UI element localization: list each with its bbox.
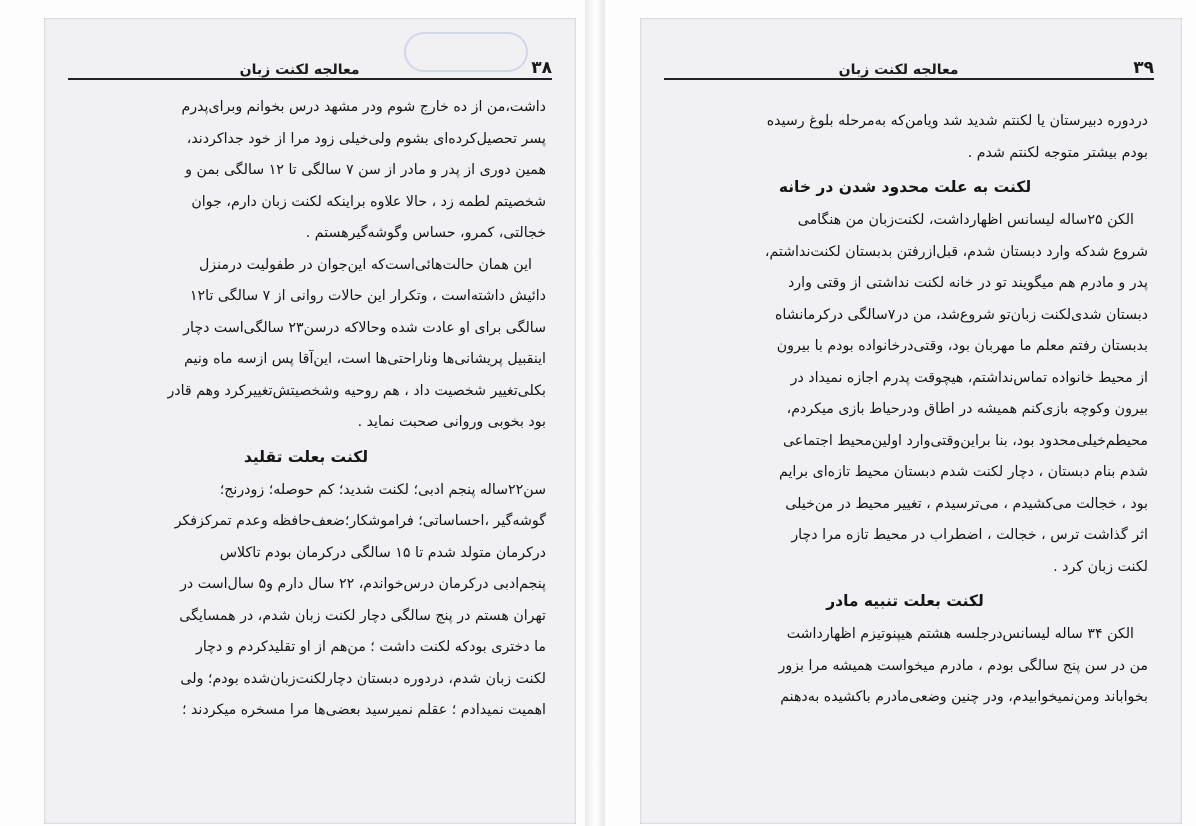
left-page-number: ۳۸ — [531, 58, 552, 78]
left-running-head: معالجه لکنت زبان — [239, 62, 360, 78]
text-line: بودم بیشتر متوجه لکنتم شدم . — [967, 144, 1148, 161]
left-page — [44, 18, 576, 824]
section-heading-mother-punishment: لکنت بعلت تنبیه مادر — [826, 592, 984, 610]
text-line: درکرمان متولد شدم تا ۱۵ سالگی درکرمان بودم تاکلاس — [219, 544, 546, 561]
right-para-a — [662, 106, 1148, 169]
text-line: الکن ۳۴ ساله لیسانس‌درجلسه هشتم هیپنوتیزم اظهارداشت — [786, 626, 1134, 642]
text-line: لکنت زبان کرد . — [1053, 558, 1148, 575]
right-page-header — [664, 54, 1154, 80]
text-line: لکنت زبان شدم، دردوره دبستان دچارلکنت‌زبان‌شده بودم؛ ولی — [180, 670, 546, 687]
text-line: بود بخوبی وروانی صحبت نماید . — [357, 414, 546, 430]
text-line: دائیش داشته‌است ، وتکرار این حالات روانی از ۷ سالگی تا۱۲ — [189, 288, 546, 304]
section-heading-imitation: لکنت بعلت تقلید — [243, 447, 369, 466]
text-line: پسر تحصیل‌کرده‌ای بشوم ولی‌خیلی زود مرا از خود جداکردند، — [186, 130, 546, 147]
right-page-body — [662, 106, 1148, 714]
right-running-head: معالجه لکنت زبان — [838, 62, 959, 78]
book-gutter — [585, 0, 605, 826]
text-line: سالگی برای او عادت شده وحالاکه درسن۲۳ سالگی‌است دچار — [183, 319, 546, 336]
text-line: ما دختری بودکه لکنت داشت ؛ من‌هم از او تقلیدکردم و دچار — [195, 639, 546, 655]
text-line: اهمیت نمیدادم ؛ عقلم نمیرسید بعضی‌ها مرا مسخره میکردند ؛ — [181, 702, 546, 718]
text-line: من در سن پنج سالگی بودم ، مادرم میخواست همیشه مرا بزور — [778, 657, 1148, 674]
text-line: خجالتی، کمرو، حساس وگوشه‌گیرهستم . — [305, 225, 546, 241]
text-line: اینقبیل پریشانی‌ها وناراحتی‌ها است، این‌آقا پس ازسه ماه ونیم — [184, 351, 546, 367]
text-line: بکلی‌تغییر شخصیت داد ، هم روحیه وشخصیتش‌تغییرکرد وهم قادر — [167, 382, 546, 399]
right-page-number: ۳۹ — [1133, 58, 1154, 78]
text-line: گوشه‌گیر ،احساساتی؛ فراموشکار؛ضعف‌حافظه وعدم تمرکزفکر — [174, 513, 546, 529]
text-line: دردوره دبیرستان یا لکنتم شدید شد ویامن‌که به‌مرحله بلوغ رسیده — [766, 113, 1148, 129]
left-para-a — [66, 92, 546, 250]
text-line: شروع شدکه وارد دبستان شدم، قبل‌ازرفتن بدبستان لکنت‌نداشتم، — [764, 243, 1148, 260]
text-line: بیرون وکوچه بازی‌کنم همیشه در اطاق ودرحیاط بازی میکردم، — [786, 401, 1148, 417]
text-line: تهران هستم در پنج سالگی دچار لکنت زبان شدم، در همسایگی — [179, 607, 546, 624]
text-line: بخواباند ومن‌نمیخوابیدم، ودر چنین وضعی‌مادرم باکشیده به‌دهنم — [780, 689, 1148, 705]
text-line: بود ، خجالت می‌کشیدم ، می‌ترسیدم ، تغییر محیط در من‌خیلی — [785, 495, 1148, 512]
right-para-b — [662, 205, 1148, 583]
section-heading-confinement: لکنت به علت محدود شدن در خانه — [778, 178, 1032, 196]
text-line: این همان حالت‌هائی‌است‌که این‌جوان در طفولیت درمنزل — [198, 256, 532, 273]
text-line: شخصیتم لطمه زد ، حالا علاوه براینکه لکنت زبان دارم، جوان — [191, 193, 546, 210]
text-line: داشت،من از ده خارج شوم ودر مشهد درس بخوانم وبرای‌پدرم — [181, 99, 546, 115]
left-para-b — [66, 250, 546, 439]
text-line: الکن ۲۵ساله لیسانس اظهارداشت، لکنت‌زبان من هنگامی — [797, 212, 1134, 228]
text-line: شدم بنام دبستان ، دچار لکنت شدم دبستان محیط تازه‌ای برایم — [779, 464, 1148, 480]
text-line: پنجم‌ادبی درکرمان درس‌خواندم، ۲۲ سال دارم و۵ سال‌است در — [180, 576, 546, 592]
text-line: سن۲۲ساله پنجم ادبی؛ لکنت شدید؛ کم حوصله؛ زودرنج؛ — [219, 481, 546, 498]
left-page-body — [66, 92, 546, 727]
text-line: همین دوری از پدر و مادر از سن ۷ سالگی تا ۱۲ سالگی بمن و — [185, 162, 546, 178]
text-line: از محیط خانواده تماس‌نداشتم، هیچوقت پدرم اجازه نمیداد در — [790, 369, 1148, 386]
text-line: بدبستان رفتم معلم ما مهربان بود، وقتی‌درخانواده بودم با بیرون — [776, 338, 1148, 354]
right-page — [640, 18, 1182, 824]
text-line: اثر گذاشت ترس ، خجالت ، اضطراب در محیط تازه مرا دچار — [791, 527, 1148, 543]
text-line: پدر و مادرم هم میگویند تو در خانه لکنت نداشتی از وقتی وارد — [787, 275, 1148, 291]
right-para-c — [662, 619, 1148, 714]
left-para-c — [66, 475, 546, 727]
left-page-header — [68, 54, 552, 80]
text-line: دبستان شدی‌لکنت زبان‌تو شروع‌شد، من در۷سالگی درکرمانشاه — [774, 306, 1148, 323]
text-line: محیطم‌خیلی‌محدود بود، بنا براین‌وقتی‌وارد اولین‌محیط اجتماعی — [782, 432, 1148, 449]
